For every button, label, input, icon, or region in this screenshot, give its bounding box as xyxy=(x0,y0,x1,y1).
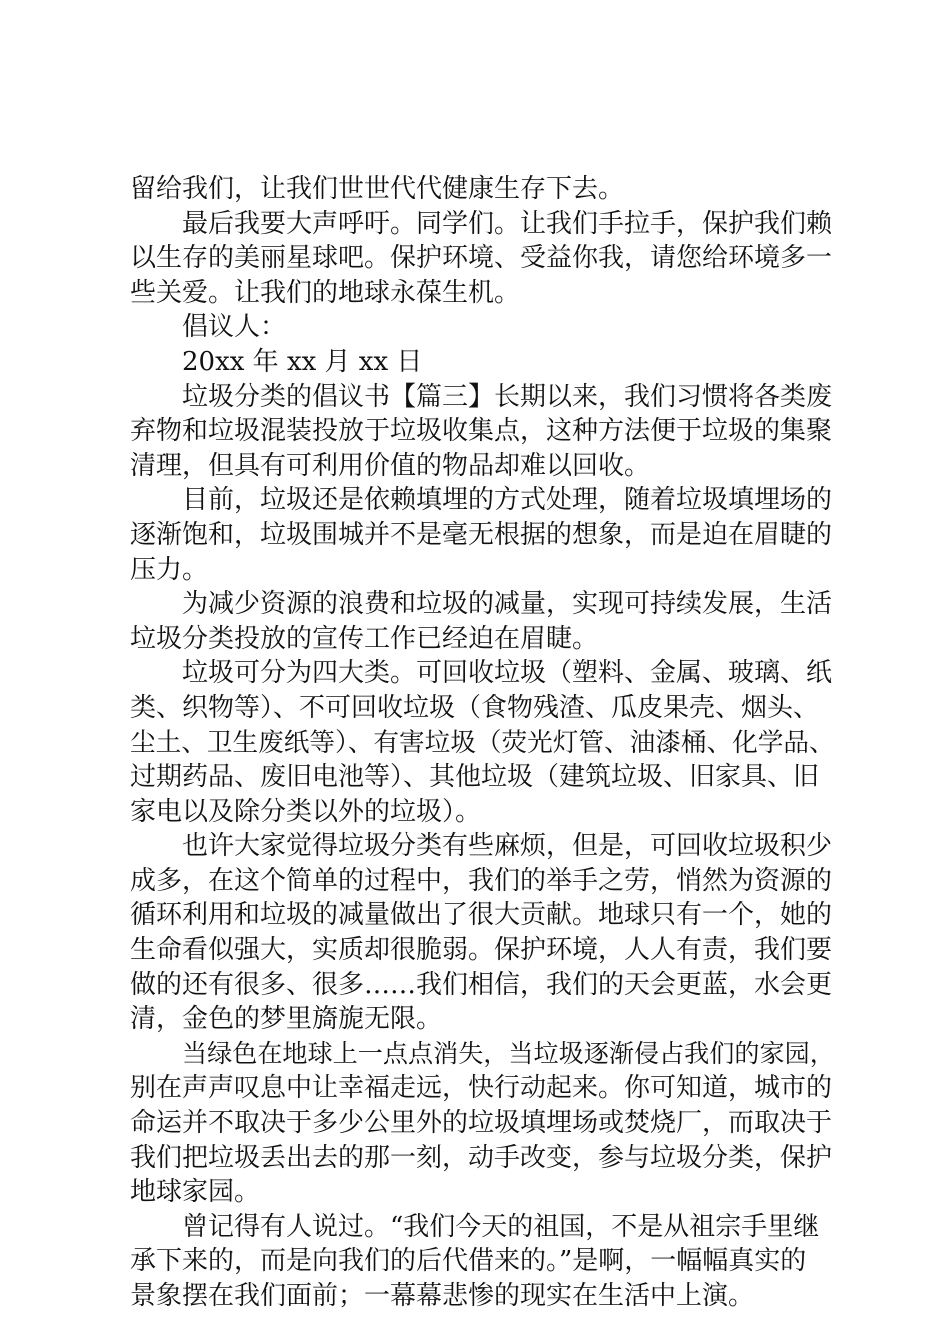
paragraph-line: 命运并不取决于多少公里外的垃圾填埋场或焚烧厂，而取决于 xyxy=(130,1108,833,1139)
paragraph-line: 清，金色的梦里旖旎无限。 xyxy=(130,1004,443,1035)
paragraph-5 xyxy=(130,380,835,484)
paragraph-line: 类、织物等）、不可回收垃圾（食物残渣、瓜皮果壳、烟头、 xyxy=(130,692,820,723)
paragraph-line: 最后我要大声呼吁。同学们。让我们手拉手，保护我们赖 xyxy=(182,208,833,239)
paragraph-line: 我们把垃圾丢出去的那一刻，动手改变，参与垃圾分类，保护 xyxy=(130,1142,833,1173)
paragraph-9 xyxy=(130,829,835,1037)
paragraph-line: 承下来的，而是向我们的后代借来的。”是啊，一幅幅真实的 xyxy=(130,1246,807,1277)
paragraph-line: 曾记得有人说过。“我们今天的祖国，不是从祖宗手里继 xyxy=(182,1211,820,1242)
paragraph-line: 为减少资源的浪费和垃圾的减量，实现可持续发展，生活 xyxy=(182,589,833,620)
paragraph-line: 循环利用和垃圾的减量做出了很大贡献。地球只有一个，她的 xyxy=(130,900,833,931)
paragraph-line: 垃圾分类的倡议书【篇三】长期以来，我们习惯将各类废 xyxy=(182,381,833,412)
paragraph-6 xyxy=(130,483,835,587)
paragraph-7 xyxy=(130,587,835,656)
paragraph-1 xyxy=(130,172,835,207)
paragraph-line: 倡议人： xyxy=(182,312,287,343)
paragraph-line: 家电以及除分类以外的垃圾）。 xyxy=(130,796,482,827)
paragraph-line: 逐渐饱和，垃圾围城并不是毫无根据的想象，而是迫在眉睫的 xyxy=(130,519,833,550)
paragraph-line: 景象摆在我们面前；一幕幕悲惨的现实在生活中上演。 xyxy=(130,1281,755,1311)
paragraph-line: 过期药品、废旧电池等）、其他垃圾（建筑垃圾、旧家具、旧 xyxy=(130,762,820,793)
paragraph-line: 清理，但具有可利用价值的物品却难以回收。 xyxy=(130,450,651,481)
date-line xyxy=(130,345,835,380)
paragraph-line: 弃物和垃圾混装投放于垃圾收集点，这种方法便于垃圾的集聚 xyxy=(130,416,833,447)
paragraph-line: 尘土、卫生废纸等）、有害垃圾（荧光灯管、油漆桶、化学品、 xyxy=(130,727,835,758)
paragraph-line: 压力。 xyxy=(130,554,209,585)
paragraph-8 xyxy=(130,656,835,829)
signatory-label xyxy=(130,310,835,345)
paragraph-line: 当绿色在地球上一点点消失，当垃圾逐渐侵占我们的家园， xyxy=(182,1038,835,1068)
paragraph-line: 成多，在这个简单的过程中，我们的举手之劳，悄然为资源的 xyxy=(130,865,833,896)
paragraph-11 xyxy=(130,1210,835,1314)
document-body xyxy=(130,172,835,1314)
paragraph-line: 垃圾可分为四大类。可回收垃圾（塑料、金属、玻璃、纸 xyxy=(182,658,833,689)
paragraph-line: 也许大家觉得垃圾分类有些麻烦，但是，可回收垃圾积少 xyxy=(182,831,833,862)
paragraph-line: 垃圾分类投放的宣传工作已经迫在眉睫。 xyxy=(130,623,599,654)
paragraph-line: 做的还有很多、很多……我们相信，我们的天会更蓝，水会更 xyxy=(130,969,833,1000)
paragraph-line: 地球家园。 xyxy=(130,1177,261,1208)
paragraph-line: 留给我们，让我们世世代代健康生存下去。 xyxy=(130,174,625,204)
paragraph-line: 别在声声叹息中让幸福走远，快行动起来。你可知道，城市的 xyxy=(130,1073,833,1104)
paragraph-10 xyxy=(130,1037,835,1210)
paragraph-2 xyxy=(130,207,835,311)
paragraph-line: 生命看似强大，实质却很脆弱。保护环境，人人有责，我们要 xyxy=(130,935,833,966)
paragraph-line: 以生存的美丽星球吧。保护环境、受益你我，请您给环境多一 xyxy=(130,243,833,274)
paragraph-line: 目前，垃圾还是依赖填埋的方式处理，随着垃圾填埋场的 xyxy=(182,485,833,516)
paragraph-line: 些关爱。让我们的地球永葆生机。 xyxy=(130,277,521,308)
paragraph-line: 20xx 年 xx 月 xx 日 xyxy=(182,346,423,377)
